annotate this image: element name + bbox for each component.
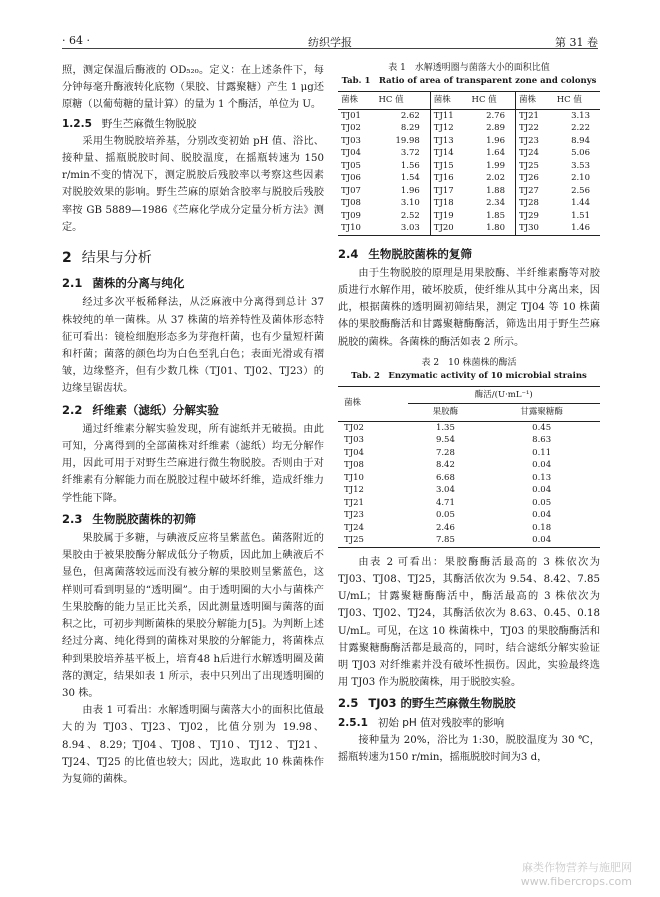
mannanase-value-cell: 8.63 [532,435,552,446]
strain-cell: TJ01 [341,110,361,121]
strain-cell: TJ20 [433,223,454,233]
hc-value-cell: 1.46 [571,223,590,233]
mannanase-value-cell: 0.45 [532,422,552,433]
table-row [338,522,600,535]
strain-cell: TJ04 [344,447,364,458]
table-row [338,534,600,547]
hc-value-cell: 1.96 [376,185,431,198]
strain-cell: TJ23 [344,510,364,521]
section-heading-2-2: 2.2 纤维素（滤纸）分解实验 [62,402,219,417]
table-row [338,135,600,148]
mannanase-value-cell: 0.13 [532,472,552,483]
strain-cell: TJ12 [433,123,454,133]
section-heading-2-3: 2.3 生物脱胶菌株的初筛 [62,511,196,526]
hc-value-cell: 3.03 [376,222,431,235]
hc-value-cell: 8.94 [571,135,590,146]
hc-value-cell: 1.56 [376,160,431,173]
table-2-caption-en: Tab. 2 Enzymatic activity of 10 microbial strains [351,370,587,381]
hc-value-cell: 3.53 [571,160,590,171]
strain-cell: TJ02 [344,422,364,433]
table-row [338,122,600,135]
section-heading-2-5-1: 2.5.1 初始 pH 值对残胶率的影响 [338,716,505,729]
watermark-line: 麻类作物营养与施肥网 [522,861,632,874]
journal-name: 纺织学报 [308,36,352,49]
table-row [338,109,600,122]
strain-cell: TJ15 [433,160,454,171]
strain-cell: TJ26 [519,173,539,183]
section-heading-2-5: 2.5 TJ03 的野生苎麻微生物脱胶 [338,696,516,711]
pectinase-value-cell: 1.35 [435,422,455,433]
pectinase-value-cell: 4.71 [435,497,455,508]
table-row [338,434,600,447]
hc-value-cell: 3.72 [376,147,431,160]
running-header [62,28,598,49]
mannanase-value-cell: 0.11 [532,447,552,458]
strain-cell: TJ18 [433,198,454,208]
strain-cell: TJ22 [519,123,539,133]
strain-cell: TJ07 [341,185,361,196]
hc-value-cell: 2.52 [376,210,431,223]
table-header-row [338,92,600,110]
strain-cell: TJ10 [341,223,361,233]
table-row [338,447,600,460]
table-row [338,172,600,185]
pectinase-value-cell: 8.42 [435,460,455,471]
paragraph: 由表 1 可看出：水解透明圈与菌落大小的面积比值最大的为 TJ03、TJ23、TJ02，比值分别为 19.98、8.94、8.29；TJ04、TJ08、TJ10、TJ12、TJ21、TJ24、TJ25 的比值也较大；因此，选取此 10 株菌株作为复筛的菌株。 [62,705,324,785]
column-header-hc: HC 值 [554,92,600,110]
mannanase-value-cell: 0.18 [532,522,552,533]
paragraph: 接种量为 20%，浴比为 1:30，脱胶温度为 30 ℃，摇瓶转速为150 r/min，摇瓶脱胶时间为3 d， [338,734,600,763]
table-row [338,197,600,210]
mannanase-value-cell: 0.04 [532,460,552,471]
paragraph: 果胶属于多糖，与碘液反应将呈紫蓝色。菌落附近的果胶由于被果胶酶分解成低分子物质，因此加上碘液后不显色，但离菌落较远而没有被分解的果胶则呈紫蓝色，这样则可看到明显的“透明圈”。由于透明圈的大小与菌株产生果胶酶的能力呈正比关系，因此测量透明圈与菌落的面积之比，可初步判断菌株的果胶分解能力[5]。为判断上述经过分离、纯化得到的菌株对果胶的分解能力，将菌株点种到果胶培养基平板上，培育48 h后进行水解透明圈及菌落的测定，结果如表 1 所示，表中只列出了出现透明圈的 30 株。 [62,533,324,699]
hc-value-cell: 2.89 [469,122,516,135]
table-header-row [338,386,600,404]
table-row [338,509,600,522]
watermark-url: www.fibercrops.com [520,875,632,888]
hc-value-cell: 2.22 [571,123,590,133]
hc-value-cell: 2.76 [469,109,516,122]
table-row [338,222,600,235]
strain-cell: TJ21 [519,110,539,121]
hc-value-cell: 1.64 [469,147,516,160]
strain-cell: TJ30 [519,223,539,233]
strain-cell: TJ03 [344,435,364,446]
page-number: · 64 · [62,34,90,47]
strain-cell: TJ21 [344,497,364,508]
table-2-caption-cn: 表 2 10 株菌株的酶活 [421,357,517,368]
column-header-strain: 菌株 [516,92,554,110]
column-header-strain: 菌株 [338,386,408,421]
table-row [338,484,600,497]
paragraph: 照，测定保温后酶液的 OD₅₂₀。定义：在上述条件下，每分钟每毫升酶液转化底物（果胶、甘露聚糖）产生 1 μg还原糖（以葡萄糖的量计算）的量为 1 个酶活，单位为 U。 [62,65,324,111]
hc-value-cell: 2.10 [571,173,590,183]
strain-cell: TJ25 [344,535,364,546]
strain-cell: TJ12 [344,485,364,496]
pectinase-value-cell: 9.54 [435,435,455,446]
hc-value-cell: 2.56 [571,185,590,196]
column-header-mannanase: 甘露聚糖酶 [483,404,600,422]
column-header-enzyme-activity: 酶活/(U·mL⁻¹) [408,386,600,404]
watermark [521,861,632,889]
table-2-body [338,421,600,547]
strain-cell: TJ06 [341,173,361,183]
mannanase-value-cell: 0.04 [532,510,552,521]
strain-cell: TJ04 [341,148,361,158]
section-heading-1-2-5: 1.2.5 野生苎麻微生物脱胶 [62,117,197,130]
table-row [338,210,600,223]
volume-label: 第 31 卷 [555,36,598,49]
strain-cell: TJ23 [519,135,539,146]
paragraph: 经过多次平板稀释法，从泛麻液中分离得到总计 37 株较纯的单一菌株。从 37 株菌的培养特性及菌体形态特征可看出：镜检细胞形态多为芽孢杆菌，也有少量短杆菌和杆菌；菌落的颜色均为白色至乳白色；表面光滑或有褶皱，边缘整齐，但有少数几株（TJ01、TJ02、TJ23）的边缘呈锯齿状。 [62,297,324,395]
strain-cell: TJ05 [341,160,361,171]
strain-cell: TJ25 [519,160,539,171]
section-heading-2-4: 2.4 生物脱胶菌株的复筛 [338,246,472,261]
hc-value-cell: 5.06 [571,148,590,158]
hc-value-cell: 3.10 [376,197,431,210]
hc-value-cell: 1.85 [469,210,516,223]
left-column [62,62,324,788]
pectinase-value-cell: 3.04 [435,485,455,496]
strain-cell: TJ24 [519,148,539,158]
table-1-body [338,109,600,235]
table-row [338,472,600,485]
column-header-pectinase: 果胶酶 [408,404,484,422]
pectinase-value-cell: 7.85 [435,535,455,546]
section-heading-2: 2 结果与分析 [62,250,152,267]
pectinase-value-cell: 0.05 [435,510,455,521]
hc-value-cell: 1.44 [571,198,590,208]
strain-cell: TJ03 [341,135,361,146]
hc-value-cell: 2.34 [469,197,516,210]
table-1 [338,91,600,236]
strain-cell: TJ17 [433,185,454,196]
table-2 [338,386,600,548]
paragraph: 由于生物脱胶的原理是用果胶酶、半纤维素酶等对胶质进行水解作用，破坏胶质，使纤维从其中分离出来，因此，根据菌株的透明圈初筛结果，测定 TJ04 等 10 株菌体的果胶酶酶活和甘露聚糖酶酶活，筛选出用于野生苎麻脱胶的菌株。各菌株的酶活如表 2 所示。 [338,267,600,348]
strain-cell: TJ19 [433,210,454,221]
hc-value-cell: 1.54 [376,172,431,185]
column-header-hc: HC 值 [469,92,516,110]
hc-value-cell: 1.80 [469,222,516,235]
table-row [338,160,600,173]
strain-cell: TJ27 [519,185,539,196]
hc-value-cell: 3.13 [571,110,590,121]
strain-cell: TJ13 [433,135,454,146]
pectinase-value-cell: 2.46 [435,522,455,533]
mannanase-value-cell: 0.05 [532,497,552,508]
strain-cell: TJ28 [519,198,539,208]
strain-cell: TJ14 [433,148,454,158]
table-row [338,147,600,160]
strain-cell: TJ08 [341,198,361,208]
hc-value-cell: 19.98 [376,135,431,148]
pectinase-value-cell: 7.28 [435,447,455,458]
paragraph: 由表 2 可看出：果胶酶酶活最高的 3 株依次为 TJ03、TJ08、TJ25，其酶活依次为 9.54、8.42、7.85 U/mL；甘露聚糖酶酶活中，酶活最高的 3 株依次为 TJ03、TJ02、TJ24，其酶活依次为 8.63、0.45、0.18 U/mL。可见，在这 10 株菌株中，TJ03 的果胶酶酶活和甘露聚糖酶酶活都是最高的，同时，结合滤纸分解实验证明 TJ03 对纤维素并没有破坏性损伤。因此，实验最终选用 TJ03 作为脱胶菌株，用于脱胶实验。 [338,556,600,689]
hc-value-cell: 1.88 [469,185,516,198]
table-1-caption-cn: 表 1 水解透明圈与菌落大小的面积比值 [388,63,550,73]
hc-value-cell: 1.99 [469,160,516,173]
hc-value-cell: 2.62 [376,109,431,122]
table-row [338,459,600,472]
hc-value-cell: 1.51 [571,210,590,221]
pectinase-value-cell: 6.68 [435,472,455,483]
mannanase-value-cell: 0.04 [532,485,552,496]
table-1-caption-en: Tab. 1 Ratio of area of transparent zone and colonys [341,76,597,86]
table-row [338,497,600,510]
paragraph: 通过纤维素分解实验发现，所有滤纸并无破损。由此可知，分离得到的全部菌株对纤维素（滤纸）均无分解作用，因此可用于对野生苎麻进行微生物脱胶。否则由于对纤维素有分解能力而在脱胶过程中破坏纤维，造成纤维力学性能下降。 [62,423,324,504]
strain-cell: TJ16 [433,173,454,183]
hc-value-cell: 8.29 [376,122,431,135]
column-header-hc: HC 值 [376,92,431,110]
strain-cell: TJ10 [344,472,364,483]
strain-cell: TJ02 [341,123,361,133]
strain-cell: TJ11 [433,110,454,121]
paragraph: 采用生物脱胶培养基，分别改变初始 pH 值、浴比、接种量、摇瓶脱胶时间、脱胶温度，在摇瓶转速为 150 r/min不变的情况下，测定脱胶后残胶率以考察这些因素对脱胶效果的影响。野生苎麻的原始含胶率与脱胶后残胶率按 GB 5889—1986《苎麻化学成分定量分析方法》测定。 [62,135,324,233]
mannanase-value-cell: 0.04 [532,535,552,546]
column-header-strain: 菌株 [430,92,468,110]
strain-cell: TJ09 [341,210,361,221]
strain-cell: TJ08 [344,460,364,471]
table-row [338,185,600,198]
hc-value-cell: 2.02 [469,172,516,185]
table-row [338,421,600,434]
column-header-strain: 菌株 [338,92,376,110]
hc-value-cell: 1.96 [469,135,516,148]
section-heading-2-1: 2.1 菌株的分离与纯化 [62,276,185,291]
right-column [338,62,600,766]
strain-cell: TJ29 [519,210,539,221]
strain-cell: TJ24 [344,522,364,533]
